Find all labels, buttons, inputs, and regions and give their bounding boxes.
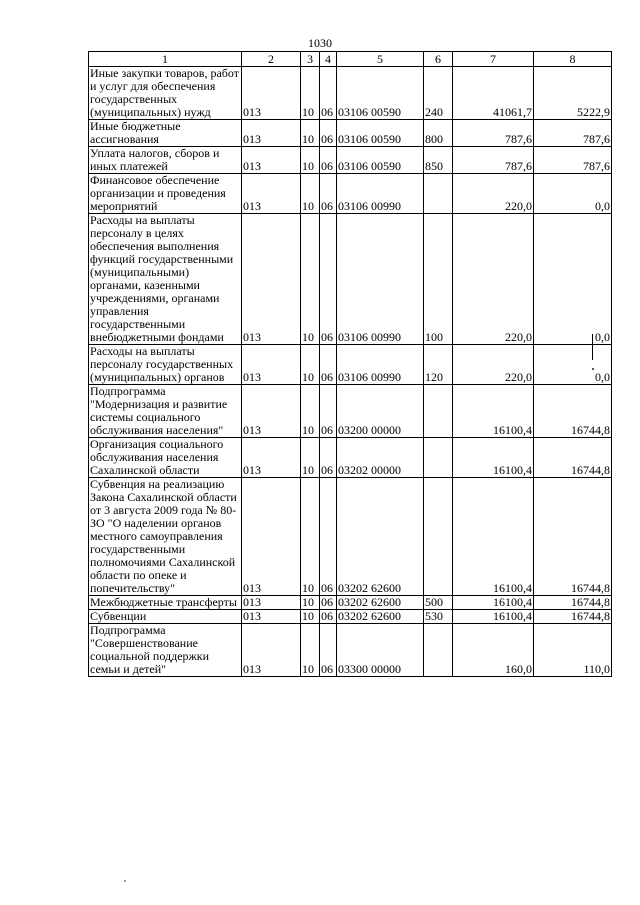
section-cell: 10: [301, 214, 320, 345]
row-name-cell: Субвенция на реализацию Закона Сахалинской области от 3 августа 2009 года № 80-ЗО "О наделении органов местного самоуправления государственными полномочиями Сахалинской области по опеке и попечительству": [89, 478, 242, 596]
section-cell: 10: [301, 478, 320, 596]
amount-cell: 16744,8: [534, 438, 612, 478]
target-article-cell: 03300 00000: [337, 624, 424, 677]
section-cell: 10: [301, 596, 320, 610]
amount-cell: 16744,8: [534, 596, 612, 610]
amount-cell: 0,0: [534, 214, 612, 345]
subsection-cell: 06: [320, 610, 337, 624]
subsection-cell: 06: [320, 385, 337, 438]
table-row: [89, 478, 612, 596]
section-cell: 10: [301, 385, 320, 438]
section-cell: 10: [301, 624, 320, 677]
target-article-cell: 03106 00990: [337, 214, 424, 345]
table-row: [89, 174, 612, 214]
target-article-cell: 03106 00590: [337, 67, 424, 120]
expense-type-cell: [424, 174, 453, 214]
section-cell: 10: [301, 174, 320, 214]
row-name-cell: Расходы на выплаты персоналу государственных (муниципальных) органов: [89, 345, 242, 385]
column-header: 4: [320, 52, 337, 67]
table-row: [89, 120, 612, 147]
amount-cell: 16100,4: [453, 478, 534, 596]
amount-cell: 16100,4: [453, 610, 534, 624]
expense-type-cell: 240: [424, 67, 453, 120]
code-cell: 013: [242, 438, 301, 478]
amount-cell: 220,0: [453, 214, 534, 345]
row-name-cell: Организация социального обслуживания населения Сахалинской области: [89, 438, 242, 478]
amount-cell: 41061,7: [453, 67, 534, 120]
subsection-cell: 06: [320, 147, 337, 174]
code-cell: 013: [242, 478, 301, 596]
code-cell: 013: [242, 174, 301, 214]
expense-type-cell: 530: [424, 610, 453, 624]
amount-cell: 787,6: [453, 147, 534, 174]
amount-cell: 220,0: [453, 345, 534, 385]
section-cell: 10: [301, 67, 320, 120]
expense-type-cell: [424, 624, 453, 677]
subsection-cell: 06: [320, 438, 337, 478]
table-row: [89, 214, 612, 345]
code-cell: 013: [242, 624, 301, 677]
target-article-cell: 03202 00000: [337, 438, 424, 478]
amount-cell: 160,0: [453, 624, 534, 677]
row-name-cell: Финансовое обеспечение организации и проведения мероприятий: [89, 174, 242, 214]
table-row: [89, 67, 612, 120]
amount-cell: 5222,9: [534, 67, 612, 120]
expense-type-cell: 800: [424, 120, 453, 147]
scan-artifact-dot: [124, 880, 126, 882]
table-row: [89, 610, 612, 624]
subsection-cell: 06: [320, 345, 337, 385]
row-name-cell: Подпрограмма "Совершенствование социальной поддержки семьи и детей": [89, 624, 242, 677]
row-name-cell: Межбюджетные трансферты: [89, 596, 242, 610]
row-name-cell: Расходы на выплаты персоналу в целях обеспечения выполнения функций государственными (муниципальными) органами, казенными учреждениями, органами управления государственными внебюджетными фондами: [89, 214, 242, 345]
target-article-cell: 03202 62600: [337, 610, 424, 624]
section-cell: 10: [301, 610, 320, 624]
table-row: [89, 147, 612, 174]
target-article-cell: 03200 00000: [337, 385, 424, 438]
section-cell: 10: [301, 147, 320, 174]
header-row: [89, 52, 612, 67]
code-cell: 013: [242, 120, 301, 147]
code-cell: 013: [242, 385, 301, 438]
column-header: 2: [242, 52, 301, 67]
subsection-cell: 06: [320, 478, 337, 596]
subsection-cell: 06: [320, 624, 337, 677]
section-cell: 10: [301, 345, 320, 385]
row-name-cell: Уплата налогов, сборов и иных платежей: [89, 147, 242, 174]
table-row: [89, 624, 612, 677]
code-cell: 013: [242, 345, 301, 385]
subsection-cell: 06: [320, 67, 337, 120]
amount-cell: 110,0: [534, 624, 612, 677]
table-row: [89, 385, 612, 438]
code-cell: 013: [242, 610, 301, 624]
row-name-cell: Иные закупки товаров, работ и услуг для обеспечения государственных (муниципальных) нужд: [89, 67, 242, 120]
table-row: [89, 438, 612, 478]
subsection-cell: 06: [320, 596, 337, 610]
expense-type-cell: [424, 438, 453, 478]
target-article-cell: 03106 00590: [337, 120, 424, 147]
row-name-cell: Субвенции: [89, 610, 242, 624]
row-name-cell: Иные бюджетные ассигнования: [89, 120, 242, 147]
amount-cell: 787,6: [534, 147, 612, 174]
amount-cell: 16744,8: [534, 478, 612, 596]
amount-cell: 787,6: [453, 120, 534, 147]
column-header: 6: [424, 52, 453, 67]
amount-cell: 16100,4: [453, 385, 534, 438]
expense-type-cell: [424, 478, 453, 596]
target-article-cell: 03202 62600: [337, 478, 424, 596]
column-header: 3: [301, 52, 320, 67]
code-cell: 013: [242, 67, 301, 120]
page-number: 1030: [308, 36, 332, 50]
amount-cell: 0,0: [534, 345, 612, 385]
amount-cell: 16100,4: [453, 596, 534, 610]
subsection-cell: 06: [320, 120, 337, 147]
target-article-cell: 03106 00990: [337, 174, 424, 214]
expense-type-cell: [424, 385, 453, 438]
target-article-cell: 03106 00590: [337, 147, 424, 174]
budget-table: [88, 51, 612, 677]
expense-type-cell: 850: [424, 147, 453, 174]
amount-cell: 787,6: [534, 120, 612, 147]
subsection-cell: 06: [320, 174, 337, 214]
table-row: [89, 596, 612, 610]
amount-cell: 0,0: [534, 174, 612, 214]
column-header: 8: [534, 52, 612, 67]
scan-artifact-line: [592, 334, 593, 360]
table-row: [89, 345, 612, 385]
target-article-cell: 03106 00990: [337, 345, 424, 385]
subsection-cell: 06: [320, 214, 337, 345]
column-header: 5: [337, 52, 424, 67]
code-cell: 013: [242, 147, 301, 174]
column-header: 7: [453, 52, 534, 67]
expense-type-cell: 120: [424, 345, 453, 385]
column-header: 1: [89, 52, 242, 67]
amount-cell: 16744,8: [534, 610, 612, 624]
scan-artifact-dot: [592, 368, 594, 370]
code-cell: 013: [242, 214, 301, 345]
table-body: [89, 67, 612, 677]
row-name-cell: Подпрограмма "Модернизация и развитие системы социального обслуживания населения": [89, 385, 242, 438]
code-cell: 013: [242, 596, 301, 610]
amount-cell: 16744,8: [534, 385, 612, 438]
expense-type-cell: 500: [424, 596, 453, 610]
section-cell: 10: [301, 438, 320, 478]
section-cell: 10: [301, 120, 320, 147]
amount-cell: 220,0: [453, 174, 534, 214]
amount-cell: 16100,4: [453, 438, 534, 478]
expense-type-cell: 100: [424, 214, 453, 345]
target-article-cell: 03202 62600: [337, 596, 424, 610]
